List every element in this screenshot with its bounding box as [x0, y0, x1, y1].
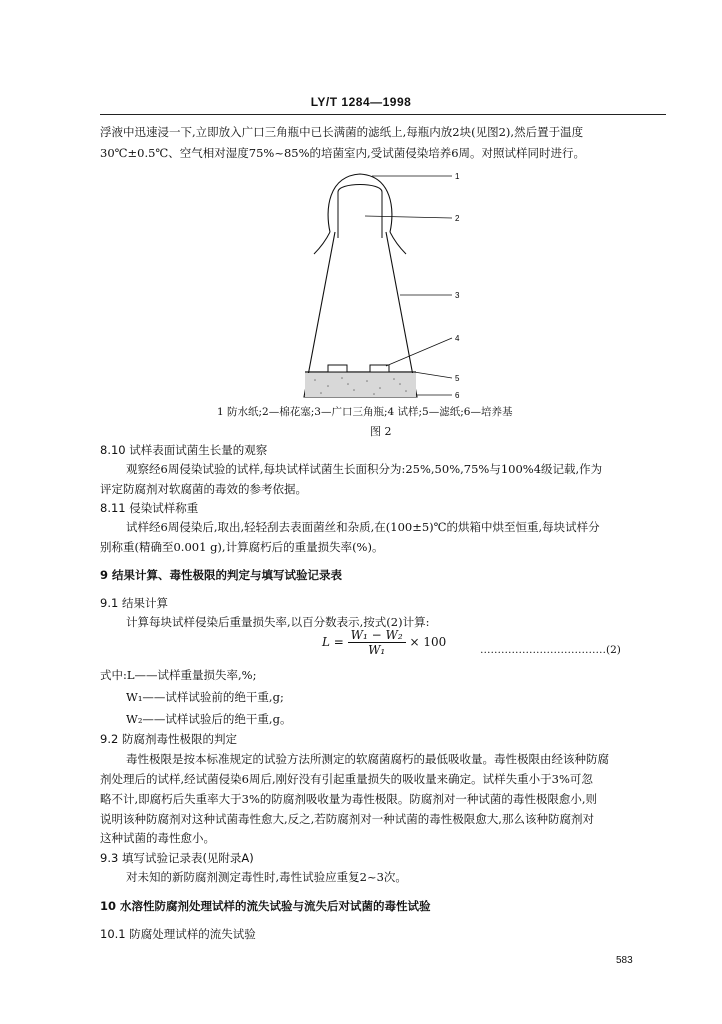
formula-numerator: W₁ − W₂	[348, 628, 406, 643]
s8-11-line2: 别称重(精确至0.001 g),计算腐朽后的重量损失率(%)。	[100, 540, 384, 554]
section-9-2-heading: 9.2 防腐剂毒性极限的判定	[100, 732, 237, 746]
label-3: 3	[455, 291, 460, 300]
weight-loss-formula	[322, 628, 446, 657]
s8-10-line2: 评定防腐剂对软腐菌的毒效的参考依据。	[100, 482, 307, 496]
s9-2-line4: 说明该种防腐剂对这种试菌毒性愈大,反之,若防腐剂对一种试菌的毒性极限愈大,那么该种防腐剂对	[100, 812, 594, 826]
label-5: 5	[455, 374, 460, 383]
where-line1: 式中:L——试样重量损失率,%;	[100, 668, 257, 682]
s8-11-line1: 试样经6周侵染后,取出,轻轻刮去表面菌丝和杂质,在(100±5)℃的烘箱中烘至恒重,每块试样分	[126, 520, 600, 534]
paper-flare-right	[390, 232, 406, 254]
cotton-plug	[338, 185, 382, 239]
section-9-heading: 9 结果计算、毒性极限的判定与填写试验记录表	[100, 568, 343, 582]
section-9-3-heading: 9.3 填写试验记录表(见附录A)	[100, 851, 254, 865]
s9-2-line2: 剂处理后的试样,经试菌侵染6周后,刚好没有引起重量损失的吸收量来确定。试样失重小于3%可忽	[100, 772, 593, 786]
s9-1-line1: 计算每块试样侵染后重量损失率,以百分数表示,按式(2)计算:	[126, 615, 430, 629]
label-1: 1	[455, 172, 460, 181]
where-line2: W₁——试样试验前的绝干重,g;	[126, 690, 284, 704]
page-number: 583	[616, 955, 633, 966]
s9-3-line1: 对未知的新防腐剂测定毒性时,毒性试验应重复2~3次。	[126, 870, 407, 884]
label-6: 6	[455, 391, 460, 400]
section-10-heading: 10 水溶性防腐剂处理试样的流失试验与流失后对试菌的毒性试验	[100, 899, 431, 913]
section-9-1-heading: 9.1 结果计算	[100, 596, 168, 610]
standard-header: LY/T 1284—1998	[310, 95, 412, 109]
para1-line1: 浮液中迅速浸一下,立即放入广口三角瓶中已长满菌的滤纸上,每瓶内放2块(见图2),然后置于温度	[100, 125, 584, 139]
label-4: 4	[455, 334, 460, 343]
s9-2-line1: 毒性极限是按本标准规定的试验方法所测定的软腐菌腐朽的最低吸收量。毒性极限由经该种防腐	[126, 752, 609, 766]
formula-number: ………………………………(2)	[480, 644, 621, 656]
formula-denominator: W₁	[368, 643, 386, 657]
label-2: 2	[455, 214, 460, 223]
para1-line2: 30℃±0.5℃、空气相对湿度75%~85%的培菌室内,受试菌侵染培养6周。对照试样同时进行。	[100, 146, 586, 160]
sample-1	[328, 365, 347, 372]
section-10-1-heading: 10.1 防腐处理试样的流失试验	[100, 927, 256, 941]
formula-fraction	[348, 628, 406, 657]
s8-10-line1: 观察经6周侵染试验的试样,每块试样试菌生长面积分为:25%,50%,75%与100%4级记载,作为	[126, 462, 603, 476]
s9-2-line5: 这种试菌的毒性愈小。	[100, 831, 215, 845]
section-8-10-heading: 8.10 试样表面试菌生长量的观察	[100, 443, 268, 457]
figure-title: 图 2	[370, 425, 392, 438]
header-rule	[100, 114, 666, 115]
flask-diagram	[290, 170, 490, 405]
section-8-11-heading: 8.11 侵染试样称重	[100, 501, 199, 515]
formula-rhs: × 100	[409, 635, 447, 649]
formula-lhs: L =	[322, 635, 344, 649]
paper-flare-left	[314, 232, 330, 254]
s9-2-line3: 略不计,即腐朽后失重率大于3%的防腐剂吸收量为毒性极限。防腐剂对一种试菌的毒性极限愈小,则	[100, 792, 598, 806]
where-line3: W₂——试样试验后的绝干重,g。	[126, 712, 292, 726]
figure-legend: 1 防水纸;2—棉花塞;3—广口三角瓶;4 试样;5—滤纸;6—培养基	[217, 406, 513, 418]
